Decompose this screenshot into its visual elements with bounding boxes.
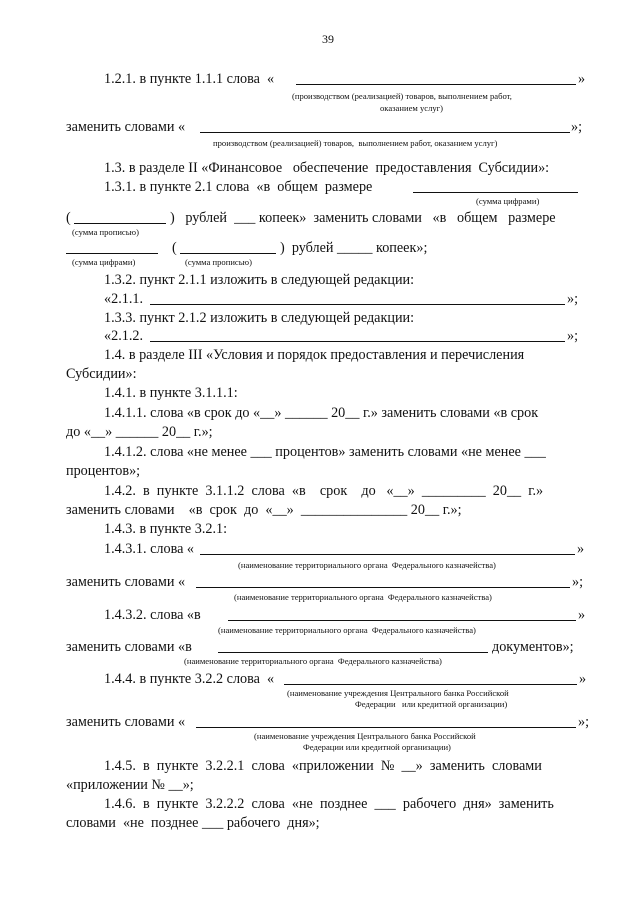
quote-close: »: [579, 671, 587, 687]
clause-1-3-1-cont: ) рублей ___ копеек» заменить словами «в общем размере: [170, 210, 556, 226]
blank-line: [218, 652, 488, 653]
clause-1-3-1: 1.3.1. в пункте 2.1 слова «в общем размере: [104, 179, 373, 195]
blank-line: [296, 84, 576, 85]
blank-line: [228, 620, 576, 621]
quote-close: »: [577, 541, 585, 557]
field-caption: (наименование территориального органа Федерального казначейства): [238, 560, 496, 570]
blank-line: [284, 684, 577, 685]
replace-line: заменить словами «: [66, 714, 186, 730]
quote-close: »;: [567, 291, 579, 307]
clause-1-4-5-cont: «приложении № __»;: [66, 777, 194, 793]
clause-2-1-1: «2.1.1.: [104, 291, 144, 307]
doc-end: документов»;: [492, 639, 574, 655]
field-caption: (наименование территориального органа Федерального казначейства): [234, 592, 492, 602]
clause-1-4-5: 1.4.5. в пункте 3.2.2.1 слова «приложении № __» заменить словами: [104, 758, 542, 774]
clause-1-4-3-2: 1.4.3.2. слова «в: [104, 607, 201, 623]
clause-2-1-2: «2.1.2.: [104, 328, 144, 344]
field-caption: Федерации или кредитной организации): [303, 742, 451, 752]
blank-line: [180, 253, 276, 254]
quote-close: »: [578, 71, 586, 87]
paren-open: (: [66, 210, 71, 226]
clause-1-4-cont: Субсидии»:: [66, 366, 137, 382]
clause-1-4-2: 1.4.2. в пункте 3.1.1.2 слова «в срок до «__» _________ 20__ г.»: [104, 483, 544, 499]
quote-close: »;: [571, 119, 583, 135]
field-caption: (сумма прописью): [72, 227, 139, 237]
blank-line: [74, 223, 166, 224]
quote-close: »: [578, 607, 586, 623]
page-number: 39: [322, 32, 334, 46]
clause-1-4-6: 1.4.6. в пункте 3.2.2.2 слова «не позднее ___ рабочего дня» заменить: [104, 796, 554, 812]
field-caption: (наименование территориального органа Федерального казначейства): [184, 656, 442, 666]
quote-close: »;: [567, 328, 579, 344]
quote-close: »;: [572, 574, 584, 590]
field-caption: Федерации или кредитной организации): [355, 699, 508, 709]
clause-1-4-1: 1.4.1. в пункте 3.1.1.1:: [104, 385, 238, 401]
clause-1-4: 1.4. в разделе III «Условия и порядок предоставления и перечисления: [104, 347, 525, 363]
field-caption: (наименование территориального органа Федерального казначейства): [218, 625, 476, 635]
clause-1-4-1-1: 1.4.1.1. слова «в срок до «__» ______ 20__ г.» заменить словами «в срок: [104, 405, 539, 421]
paren-open: (: [172, 240, 177, 256]
clause-1-4-1-2: 1.4.1.2. слова «не менее ___ процентов» заменить словами «не менее ___: [104, 444, 546, 460]
field-caption: (наименование учреждения Центрального банка Российской: [287, 688, 509, 698]
field-caption: (сумма цифрами): [476, 196, 540, 206]
clause-1-4-3: 1.4.3. в пункте 3.2.1:: [104, 521, 228, 537]
replace-line: заменить словами «: [66, 119, 186, 135]
blank-line: [150, 341, 565, 342]
blank-line: [200, 554, 575, 555]
clause-1-4-2-cont: заменить словами «в срок до «__» _______________ 20__ г.»;: [66, 502, 462, 518]
blank-line: [150, 304, 565, 305]
clause-1-2-1: 1.2.1. в пункте 1.1.1 слова «: [104, 71, 275, 87]
blank-line: [196, 727, 576, 728]
field-caption: (сумма цифрами): [72, 257, 136, 267]
field-caption: производством (реализацией) товаров, выполнением работ, оказанием услуг): [213, 138, 498, 148]
clause-1-4-1-1-cont: до «__» ______ 20__ г.»;: [66, 424, 213, 440]
field-caption: (наименование учреждения Центрального банка Российской: [254, 731, 476, 741]
replace-line: заменить словами «: [66, 574, 186, 590]
blank-line: [66, 253, 158, 254]
clause-1-3-2: 1.3.2. пункт 2.1.1 изложить в следующей редакции:: [104, 272, 415, 288]
clause-1-4-1-2-cont: процентов»;: [66, 463, 141, 479]
field-caption: оказанием услуг): [380, 103, 444, 113]
clause-1-4-3-1: 1.4.3.1. слова «: [104, 541, 195, 557]
blank-line: [196, 587, 570, 588]
clause-1-3-1-end: ) рублей _____ копеек»;: [280, 240, 428, 256]
field-caption: (производством (реализацией) товаров, выполнением работ,: [292, 91, 512, 101]
quote-close: »;: [578, 714, 590, 730]
clause-1-3-3: 1.3.3. пункт 2.1.2 изложить в следующей редакции:: [104, 310, 415, 326]
field-caption: (сумма прописью): [185, 257, 252, 267]
blank-line: [200, 132, 570, 133]
clause-1-4-4: 1.4.4. в пункте 3.2.2 слова «: [104, 671, 275, 687]
blank-line: [413, 192, 578, 193]
replace-line: заменить словами «в: [66, 639, 192, 655]
clause-1-4-6-cont: словами «не позднее ___ рабочего дня»;: [66, 815, 320, 831]
clause-1-3: 1.3. в разделе II «Финансовое обеспечение предоставления Субсидии»:: [104, 160, 550, 176]
